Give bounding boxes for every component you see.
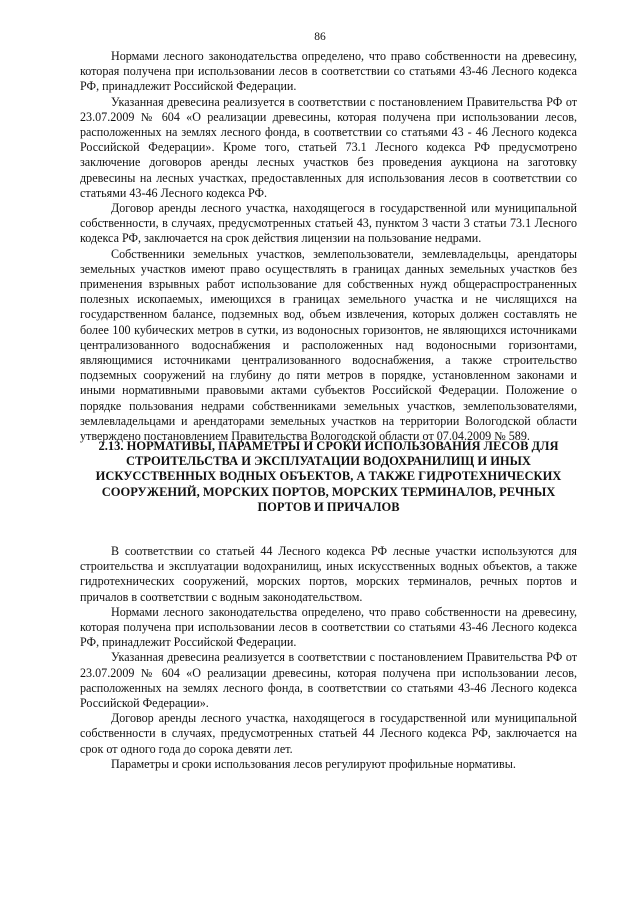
paragraph: Параметры и сроки использования лесов регулируют профильные нормативы. — [111, 756, 516, 771]
paragraph: В соответствии со статьей 44 Лесного кодекса РФ лесные участки используются для строительства и эксплуатации водохранилищ, иных искусственных водных объектов, а также гидротехнических сооружений, морских портов, морских терминалов, речных портов и причалов в соответствии с водным законодательством. — [80, 544, 577, 604]
paragraph: Собственники земельных участков, землепользователи, землевладельцы, арендаторы земельных участков имеют право осуществлять в границах данных земельных участков без применения взрывных работ использование для собственных нужд общераспространенных полезных ископаемых, имеющихся в границах земельного участка и не числящихся на государственном балансе, подземных вод, объем извлечения, которых должен составлять не более 100 кубических метров в сутки, из водоносных горизонтов, не являющихся источниками централизованного водоснабжения и расположенных над водоносными горизонтами, являющимися источниками централизованного водоснабжения, а также строительство подземных сооружений на глубину до пяти метров в порядке, установленном законами и иными нормативными правовыми актами субъектов Российской Федерации. Положение о порядке пользования недрами собственниками земельных участков, землепользователями, землевладельцами и арендаторами земельных участков на территории Вологодской области утверждено постановлением Правительства Вологодской области от 07.04.2009 № 589. — [80, 246, 577, 444]
paragraph: Нормами лесного законодательства определено, что право собственности на древесину, которая получена при использовании лесов в соответствии со статьями 43-46 Лесного кодекса РФ, принадлежит Российской Федерации. — [80, 604, 577, 650]
paragraph: Указанная древесина реализуется в соответствии с постановлением Правительства РФ от 23.07.2009 № 604 «О реализации древесины, которая получена при использовании лесов, расположенных на землях лесного фонда, в соответствии со статьями 43 - 46 Лесного кодекса Российской Федерации». Кроме того, статьей 73.1 Лесного кодекса РФ предусмотрено заключение договоров аренды лесных участков без проведения аукциона на заготовку древесины на лесных участках, предоставленных для использования лесов в соответствии со статьями 43-46 Лесного кодекса РФ. — [80, 94, 577, 200]
paragraph: Договор аренды лесного участка, находящегося в государственной или муниципальной собственности в случаях, предусмотренных статьей 44 Лесного кодекса РФ, заключается на срок от одного года до сорока девяти лет. — [80, 711, 577, 756]
paragraph: Нормами лесного законодательства определено, что право собственности на древесину, которая получена при использовании лесов в соответствии со статьями 43-46 Лесного кодекса РФ, принадлежит Российской Федерации. — [80, 49, 577, 94]
paragraph: Договор аренды лесного участка, находящегося в государственной или муниципальной собственности, в случаях, предусмотренных статьей 43, пунктом 3 части 3 статьи 73.1 Лесного кодекса РФ, заключается на срок действия лицензии на пользование недрами. — [80, 201, 577, 246]
section-body-bottom — [80, 544, 577, 772]
paragraph: Указанная древесина реализуется в соответствии с постановлением Правительства РФ от 23.07.2009 № 604 «О реализации древесины, которая получена при использовании лесов, расположенных на землях лесного фонда, в соответствии со статьями 43-46 Лесного кодекса Российской Федерации». — [80, 650, 577, 711]
page-number: 86 — [314, 31, 326, 43]
section-heading: 2.13. НОРМАТИВЫ, ПАРАМЕТРЫ И СРОКИ ИСПОЛЬЗОВАНИЯ ЛЕСОВ ДЛЯ СТРОИТЕЛЬСТВА И ЭКСПЛУАТАЦИИ ВОДОХРАНИЛИЩ И ИНЫХ ИСКУССТВЕННЫХ ВОДНЫХ ОБЪЕКТОВ, А ТАКЖЕ ГИДРОТЕХНИЧЕСКИХ СООРУЖЕНИЙ, МОРСКИХ ПОРТОВ, МОРСКИХ ТЕРМИНАЛОВ, РЕЧНЫХ ПОРТОВ И ПРИЧАЛОВ — [95, 439, 562, 514]
section-body-top — [80, 49, 577, 444]
